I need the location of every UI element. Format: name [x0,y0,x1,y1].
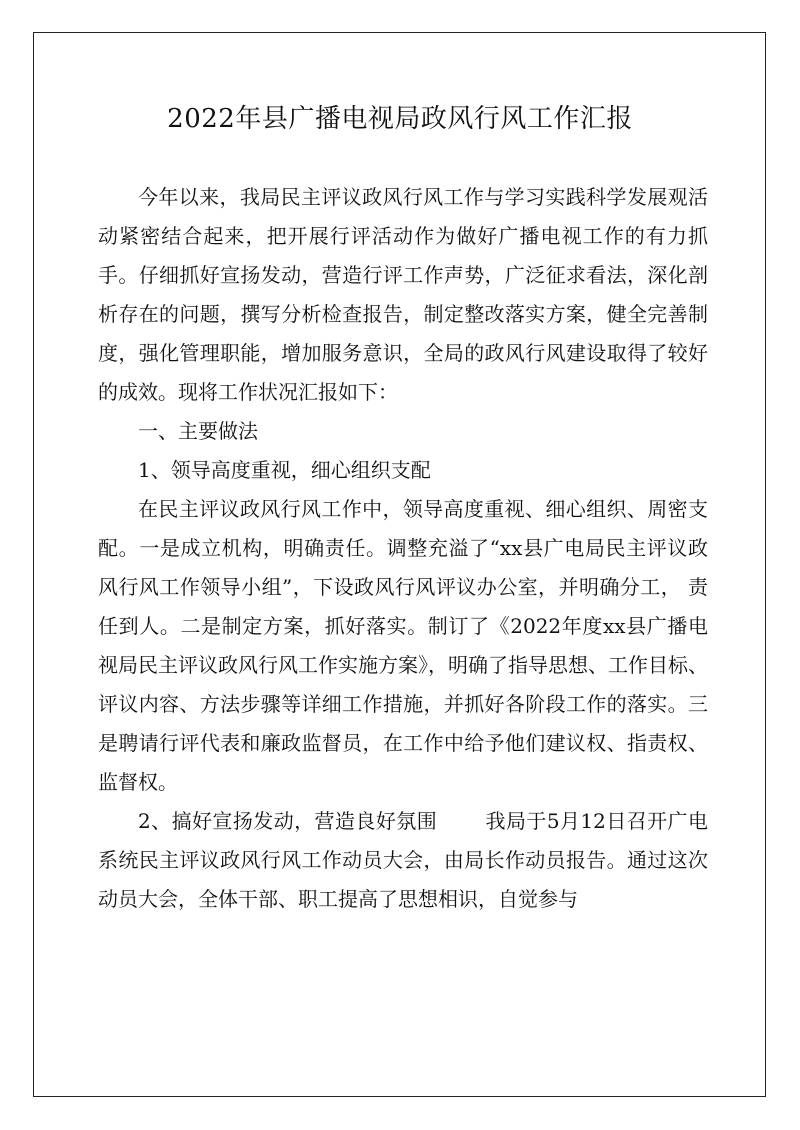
subheading-publicity: 2、搞好宣扬发动，营造良好氛围 [138,809,438,833]
paragraph-publicity [98,802,708,919]
document-body [98,178,708,919]
document-title: 2022年县广播电视局政风行风工作汇报 [167,104,633,134]
paragraph-leadership: 在民主评议政风行风工作中，领导高度重视、细心组织、周密支配。一是成立机构，明确责任。调整充溢了“xx县广电局民主评议政风行风工作领导小组”，下设政风行风评议办公室，并明确分工， 责任到人。二是制定方案，抓好落实。制订了《2022年度xx县广播电视局民主评议政风行风工作实施方案》，明确了指导思想、工作目标、评议内容、方法步骤等详细工作措施，并抓好各阶段工作的落实。三是聘请行评代表和廉政监督员，在工作中给予他们建议权、指责权、监督权。 [98,497,708,794]
subheading-leadership: 1、领导高度重视，细心组织支配 [138,458,431,482]
paragraph-intro: 今年以来，我局民主评议政风行风工作与学习实践科学发展观活动紧密结合起来，把开展行评活动作为做好广播电视工作的有力抓手。仔细抓好宣扬发动，营造行评工作声势，广泛征求看法，深化剖析存在的问题，撰写分析检查报告，制定整改落实方案，健全完善制度，强化管理职能，增加服务意识，全局的政风行风建设取得了较好的成效。现将工作状况汇报如下： [98,185,708,404]
paragraph-publicity-text: 我局于5月12日召开广电系统民主评议政风行风工作动员大会，由局长作动员报告。通过这次动员大会，全体干部、职工提高了思想相识，自觉参与 [98,809,708,911]
section-heading-main-practices: 一、主要做法 [138,419,258,443]
